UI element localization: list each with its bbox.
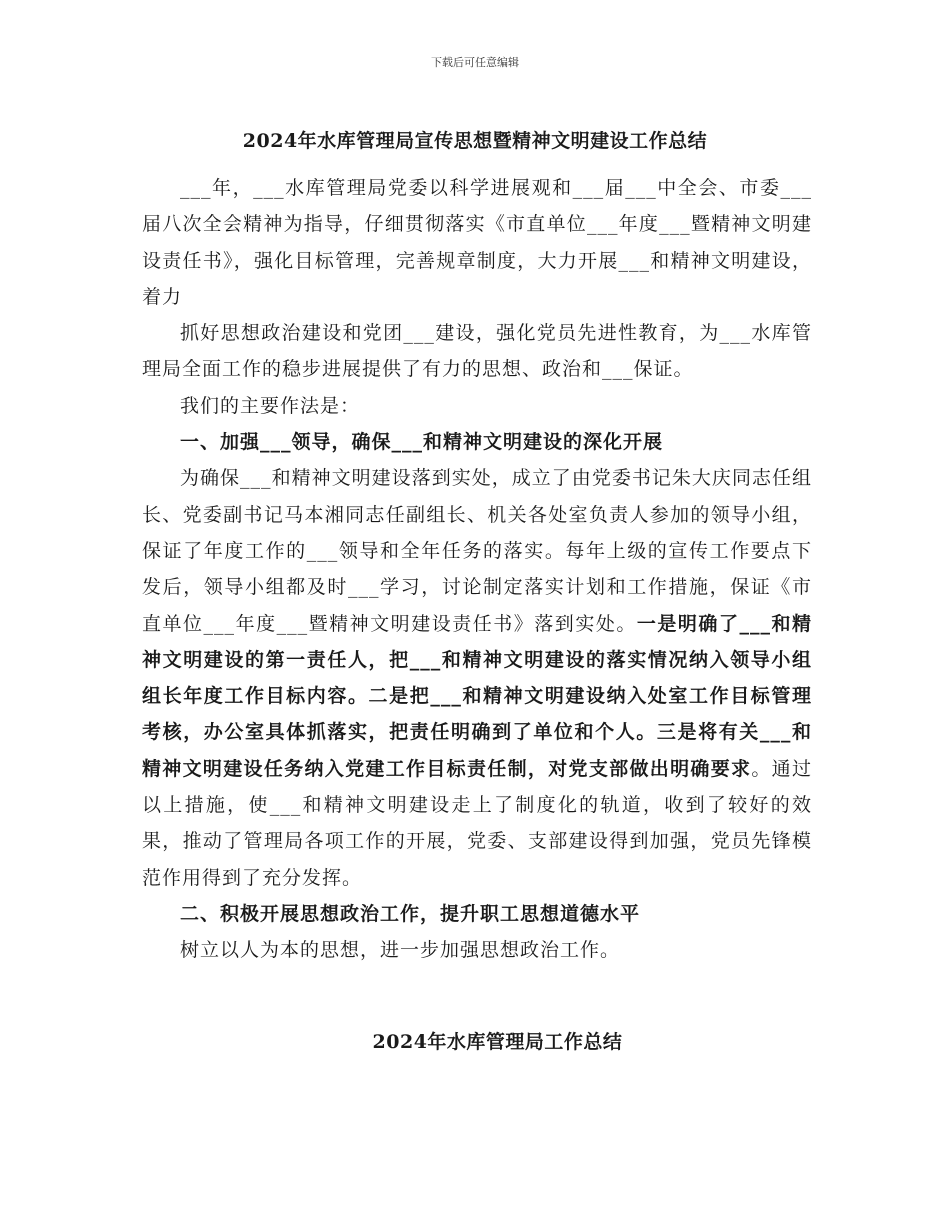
- section-heading-2: 二、积极开展思想政治工作，提升职工思想道德水平: [180, 902, 641, 925]
- paragraph-methods-lead: 我们的主要作法是：: [180, 394, 361, 417]
- document-body: [142, 170, 812, 969]
- paragraph-intro: ___年，___水库管理局党委以科学进展观和___届___中全会、市委___届八次全会精神为指导，仔细贯彻落实《市直单位___年度___暨精神文明建设责任书》，强化目标管理，完善规章制度，大力开展___和精神文明建设，着力: [142, 177, 812, 308]
- section-heading-1: 一、加强___领导，确保___和精神文明建设的深化开展: [180, 431, 664, 454]
- next-document-title: 2024年水库管理局工作总结: [372, 1031, 623, 1053]
- paragraph-section-1-tail: 。通过以上措施，使___和精神文明建设走上了制度化的轨道，收到了较好的效果，推动了管理局各项工作的开展，党委、支部建设得到加强，党员先锋模范作用得到了充分发挥。: [142, 757, 812, 889]
- download-note: 下载后可任意编辑: [431, 56, 519, 69]
- paragraph-section-2: 树立以人为本的思想，进一步加强思想政治工作。: [180, 939, 621, 962]
- paragraph-section-1-emphasis: 一是明确了___和精神文明建设的第一责任人，把___和精神文明建设的落实情况纳入领导小组组长年度工作目标内容。二是把___和精神文明建设纳入处室工作目标管理考核，办公室具体抓落实，把责任明确到了单位和个人。三是将有关___和精神文明建设任务纳入党建工作目标责任制，对党支部做出明确要求: [142, 612, 812, 780]
- paragraph-political-building: 抓好思想政治建设和党团___建设，强化党员先进性教育，为___水库管理局全面工作的稳步进展提供了有力的思想、政治和___保证。: [142, 322, 812, 381]
- paragraph-section-1-text: 为确保___和精神文明建设落到实处，成立了由党委书记朱大庆同志任组长、党委副书记马本湘同志任副组长、机关各处室负责人参加的领导小组，保证了年度工作的___领导和全年任务的落实。每年上级的宣传工作要点下发后，领导小组都及时___学习，讨论制定落实计划和工作措施，保证《市直单位___年度___暨精神文明建设责任书》落到实处。: [142, 467, 812, 635]
- document-title: 2024年水库管理局宣传思想暨精神文明建设工作总结: [242, 130, 708, 152]
- paragraph-section-1: [142, 460, 812, 896]
